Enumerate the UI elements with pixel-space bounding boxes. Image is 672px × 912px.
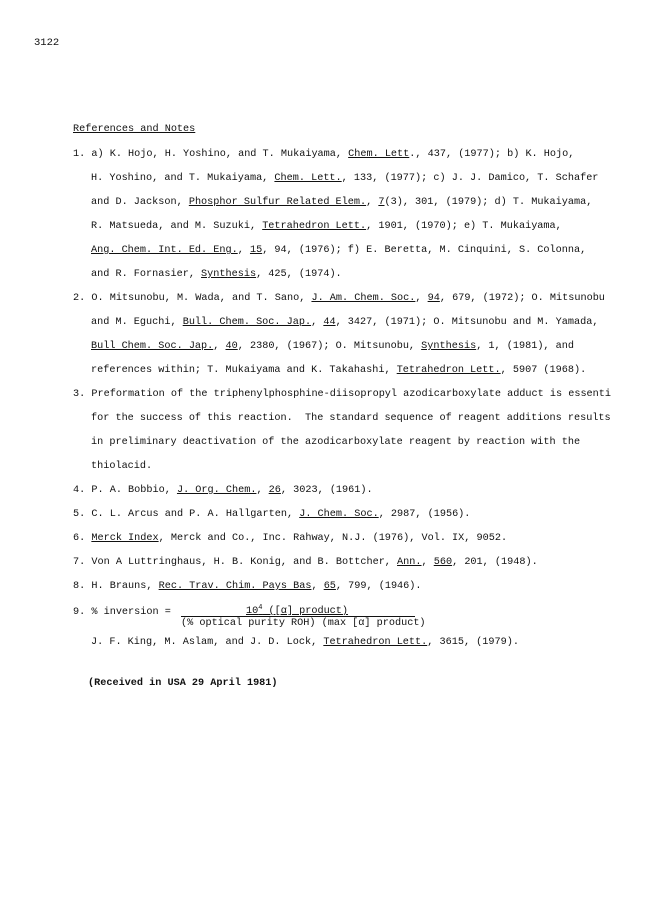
volume-number: 94 bbox=[427, 293, 440, 304]
journal-name: J. Org. Chem. bbox=[176, 485, 257, 496]
volume-number: 15 bbox=[249, 245, 263, 256]
journal-name: Chem. Lett. bbox=[274, 173, 342, 184]
section-heading: References and Notes bbox=[73, 124, 196, 135]
journal-name: Tetrahedron Lett. bbox=[396, 365, 501, 376]
reference-number: 1. bbox=[73, 149, 86, 160]
volume-number: 7 bbox=[378, 197, 385, 208]
reference-number: 5. bbox=[73, 509, 86, 520]
reference-4: 4. P. A. Bobbio, J. Org. Chem., 26, 3023, (1961). bbox=[73, 485, 373, 496]
journal-name: Ang. Chem. Int. Ed. Eng. bbox=[91, 245, 238, 256]
volume-number: 560 bbox=[433, 557, 453, 568]
volume-number: 44 bbox=[323, 317, 336, 328]
reference-number: 8. bbox=[73, 581, 86, 592]
reference-number: 7. bbox=[73, 557, 86, 568]
journal-name: Ann. bbox=[397, 557, 422, 568]
fraction-denominator: (% optical purity ROH) (max [α] product) bbox=[181, 618, 426, 629]
reference-number: 9. bbox=[73, 607, 86, 618]
fraction-bar bbox=[181, 616, 415, 617]
received-date-note: (Received in USA 29 April 1981) bbox=[88, 678, 278, 689]
page-number: 3122 bbox=[34, 37, 60, 49]
volume-number: 26 bbox=[268, 485, 281, 496]
journal-name: Tetrahedron Lett. bbox=[262, 221, 367, 232]
volume-number: 65 bbox=[323, 581, 336, 592]
journal-name: Synthesis bbox=[201, 269, 257, 280]
reference-5: 5. C. L. Arcus and P. A. Hallgarten, J. Chem. Soc., 2987, (1956). bbox=[73, 509, 471, 520]
journal-name: J. Chem. Soc. bbox=[299, 509, 379, 520]
journal-name: Synthesis bbox=[421, 341, 477, 352]
journal-name: Rec. Trav. Chim. Pays Bas bbox=[158, 581, 312, 592]
reference-8: 8. H. Brauns, Rec. Trav. Chim. Pays Bas, 65, 799, (1946). bbox=[73, 581, 422, 592]
reference-7: 7. Von A Luttringhaus, H. B. Konig, and B. Bottcher, Ann., 560, 201, (1948). bbox=[73, 557, 538, 568]
journal-name: Merck Index bbox=[91, 533, 159, 544]
reference-number: 4. bbox=[73, 485, 86, 496]
volume-number: 40 bbox=[225, 341, 238, 352]
journal-name: Tetrahedron Lett. bbox=[323, 637, 428, 648]
journal-name: Bull Chem. Soc. Jap. bbox=[91, 341, 214, 352]
journal-name: J. Am. Chem. Soc. bbox=[311, 293, 416, 304]
reference-number: 2. bbox=[73, 293, 86, 304]
journal-name: Phosphor Sulfur Related Elem. bbox=[188, 197, 367, 208]
fraction-numerator: $10^4$ ([α] product) bbox=[246, 604, 349, 617]
journal-name: Bull. Chem. Soc. Jap. bbox=[182, 317, 312, 328]
equation-lhs: % inversion = bbox=[91, 607, 177, 618]
reference-number: 3. bbox=[73, 389, 86, 400]
journal-name: Chem. Lett bbox=[348, 149, 410, 160]
reference-number: 6. bbox=[73, 533, 86, 544]
reference-6: 6. Merck Index, Merck and Co., Inc. Rahway, N.J. (1976), Vol. IX, 9052. bbox=[73, 533, 508, 544]
document-page: 3122 References and Notes 1. a) K. Hojo, H. Yoshino, and T. Mukaiyama, Chem. Lett., 437, (1977); b) K. Hojo, H. Yoshino, and T. Mukaiyama, Chem. Lett., 133, (1977); c) J. J. Damico, T. Schafer and D. Jackson, Phosphor Sulfur Related Elem., 7(3), 301, (1979); d) T. Mukaiyama, R. Matsueda, and M. Suzuki, Tetrahedron Lett., 1901, (1970); e) T. Mukaiyama, Ang. Chem. Int. Ed. Eng., 15, 94, (1976); f) E. Beretta, M. Cinquini, S. Colonna, and R. Fornasier, Synthesis, 425, (1974). 2. O. Mitsunobu, M. Wada, and T. Sano, J. Am. Chem. Soc., 94, 679, (1972); O. Mitsunobu and M. Eguchi, Bull. Chem. Soc. Jap., 44, 3427, (1971); O. Mitsunobu and M. Yamada, Bull Chem. Soc. Jap., 40, 2380, (1967); O. Mitsunobu, Synthesis, 1, (1981), and references within; T. Mukaiyama and K. Takahashi, Tetrahedron Lett., 5907 (1968). 3. Preformation of the triphenylphosphine-diisopropyl azodicarboxylate adduct is essenti for the success of this reaction. The standard sequence of reagent additions results in preliminary deactivation of the azodicarboxylate reagent by reaction with the thiolacid. 4. P. A. Bobbio, J. Org. Chem., 26, 3023, (1961). 5. C. L. Arcus and P. A. Hallgarten, J. Chem. Soc., 2987, (1956). 6. Merck Index, Merck and Co., Inc. Rahway, N.J. (1976), Vol. IX, 9052. 7. Von A Luttringhaus, H. B. Konig, and B. Bottcher, Ann., 560, 201, (1948). 8. H. Brauns, Rec. Trav. Chim. Pays Bas, 65, 799, (1946). 9. % inversion = $10^4$ ([α] product) (% optical purity ROH) (max [α] product) J. F. King, M. Aslam, and J. D. Lock, Tetrahedron Lett., 3615, (1979). (Received in USA 29 April 1981) bbox=[34, 37, 612, 689]
